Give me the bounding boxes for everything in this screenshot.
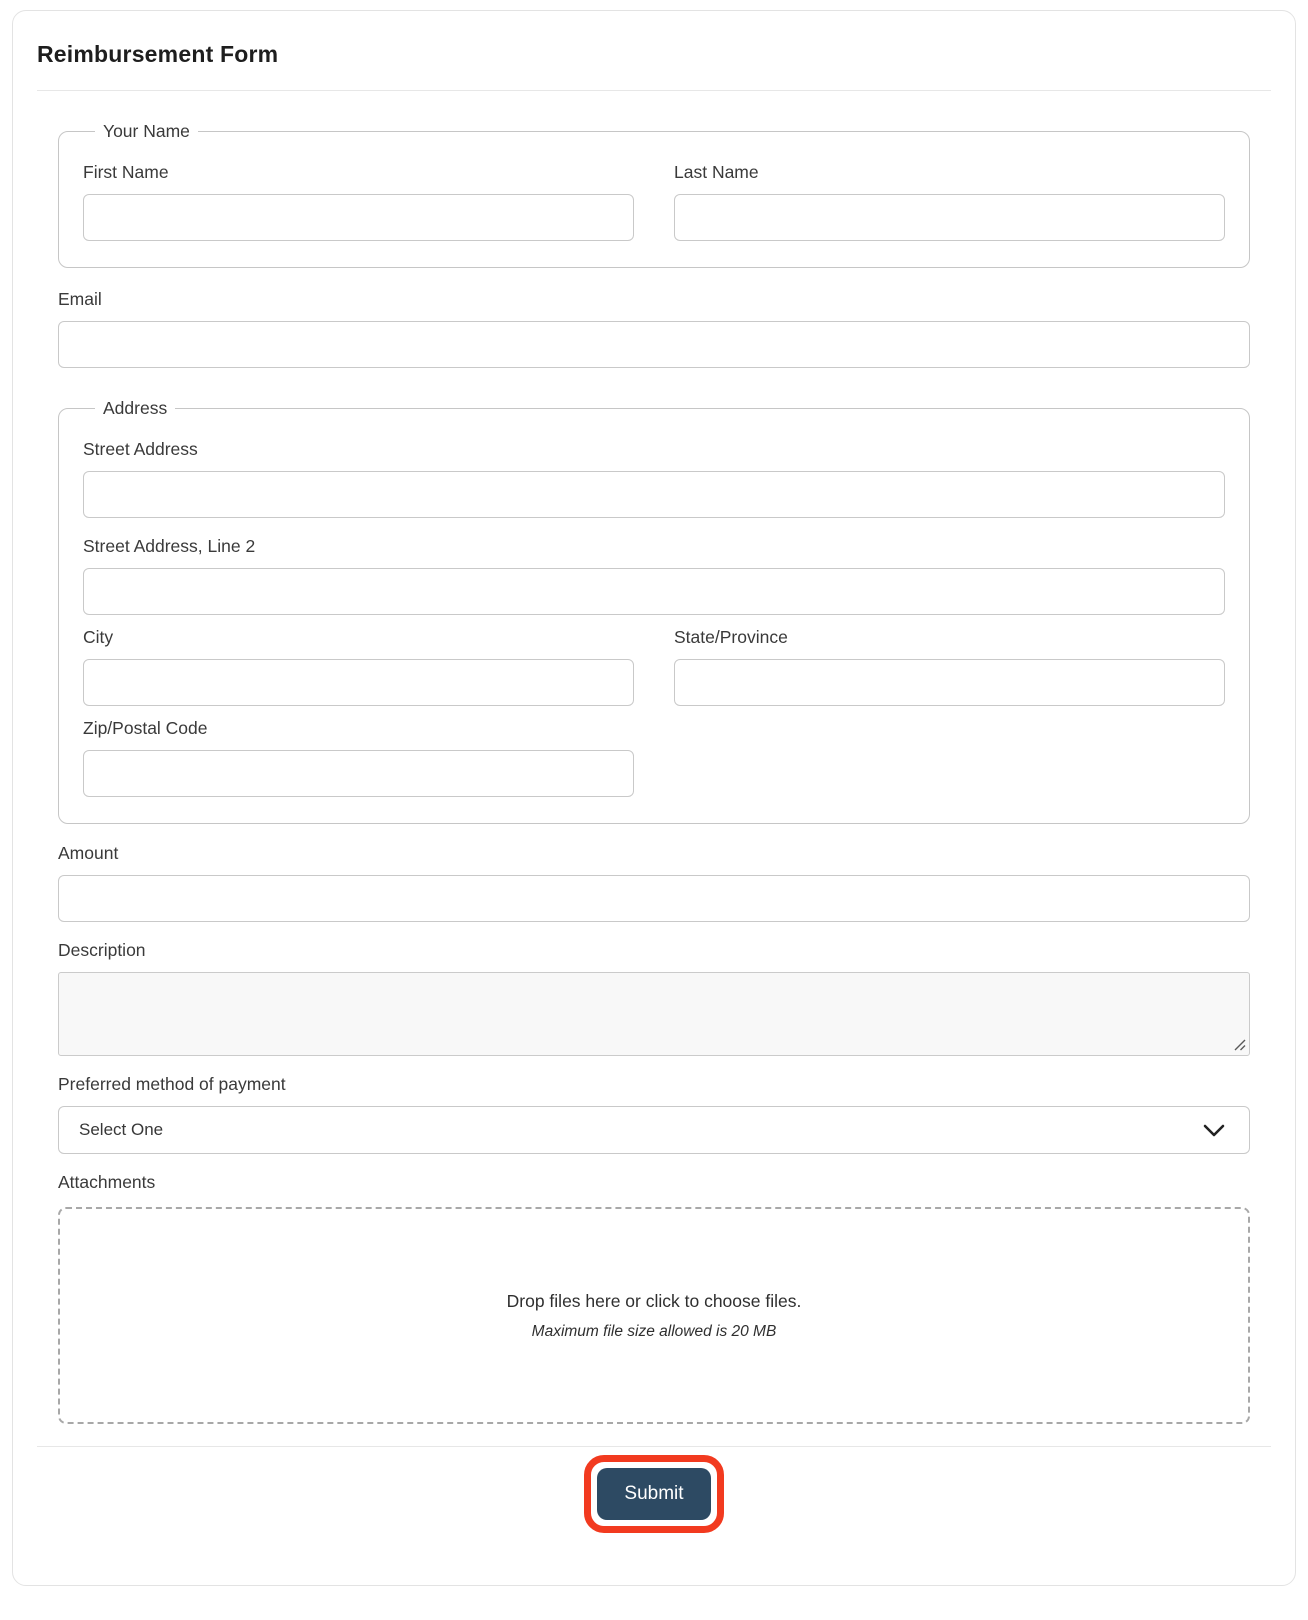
address-fieldset [58, 398, 1250, 824]
city-label: City [83, 627, 114, 647]
attachments-dropzone[interactable] [58, 1207, 1250, 1424]
street-address-input[interactable] [83, 471, 1225, 518]
state-label: State/Province [674, 627, 788, 647]
submit-button-wrap [597, 1468, 710, 1520]
reimbursement-form-card [12, 10, 1296, 1586]
form-body [37, 121, 1271, 1424]
last-name-input[interactable] [674, 194, 1225, 241]
dropzone-note: Maximum file size allowed is 20 MB [531, 1322, 777, 1340]
email-input[interactable] [58, 321, 1250, 368]
zip-label: Zip/Postal Code [83, 718, 208, 738]
amount-input[interactable] [58, 875, 1250, 922]
last-name-label: Last Name [674, 162, 759, 182]
payment-selected-value: Select One [79, 1120, 164, 1139]
resize-handle-icon[interactable] [1234, 1039, 1246, 1051]
state-input[interactable] [674, 659, 1225, 706]
street-address2-input[interactable] [83, 568, 1225, 615]
your-name-legend: Your Name [103, 121, 190, 141]
description-label: Description [58, 940, 146, 960]
page-title: Reimbursement Form [37, 41, 279, 67]
zip-input[interactable] [83, 750, 634, 797]
first-name-label: First Name [83, 162, 169, 182]
description-textarea[interactable] [58, 972, 1250, 1056]
payment-label: Preferred method of payment [58, 1074, 286, 1094]
city-input[interactable] [83, 659, 634, 706]
payment-select[interactable] [58, 1106, 1250, 1154]
street-address2-label: Street Address, Line 2 [83, 536, 256, 556]
your-name-fieldset [58, 121, 1250, 268]
amount-label: Amount [58, 843, 119, 863]
form-footer [37, 1447, 1271, 1547]
address-legend: Address [103, 398, 168, 418]
email-label: Email [58, 289, 102, 309]
header-divider [37, 90, 1271, 91]
submit-button[interactable]: Submit [597, 1468, 710, 1520]
chevron-down-icon [1203, 1124, 1225, 1137]
first-name-input[interactable] [83, 194, 634, 241]
street-address-label: Street Address [83, 439, 198, 459]
dropzone-title: Drop files here or click to choose files. [506, 1290, 802, 1311]
attachments-label: Attachments [58, 1172, 156, 1192]
